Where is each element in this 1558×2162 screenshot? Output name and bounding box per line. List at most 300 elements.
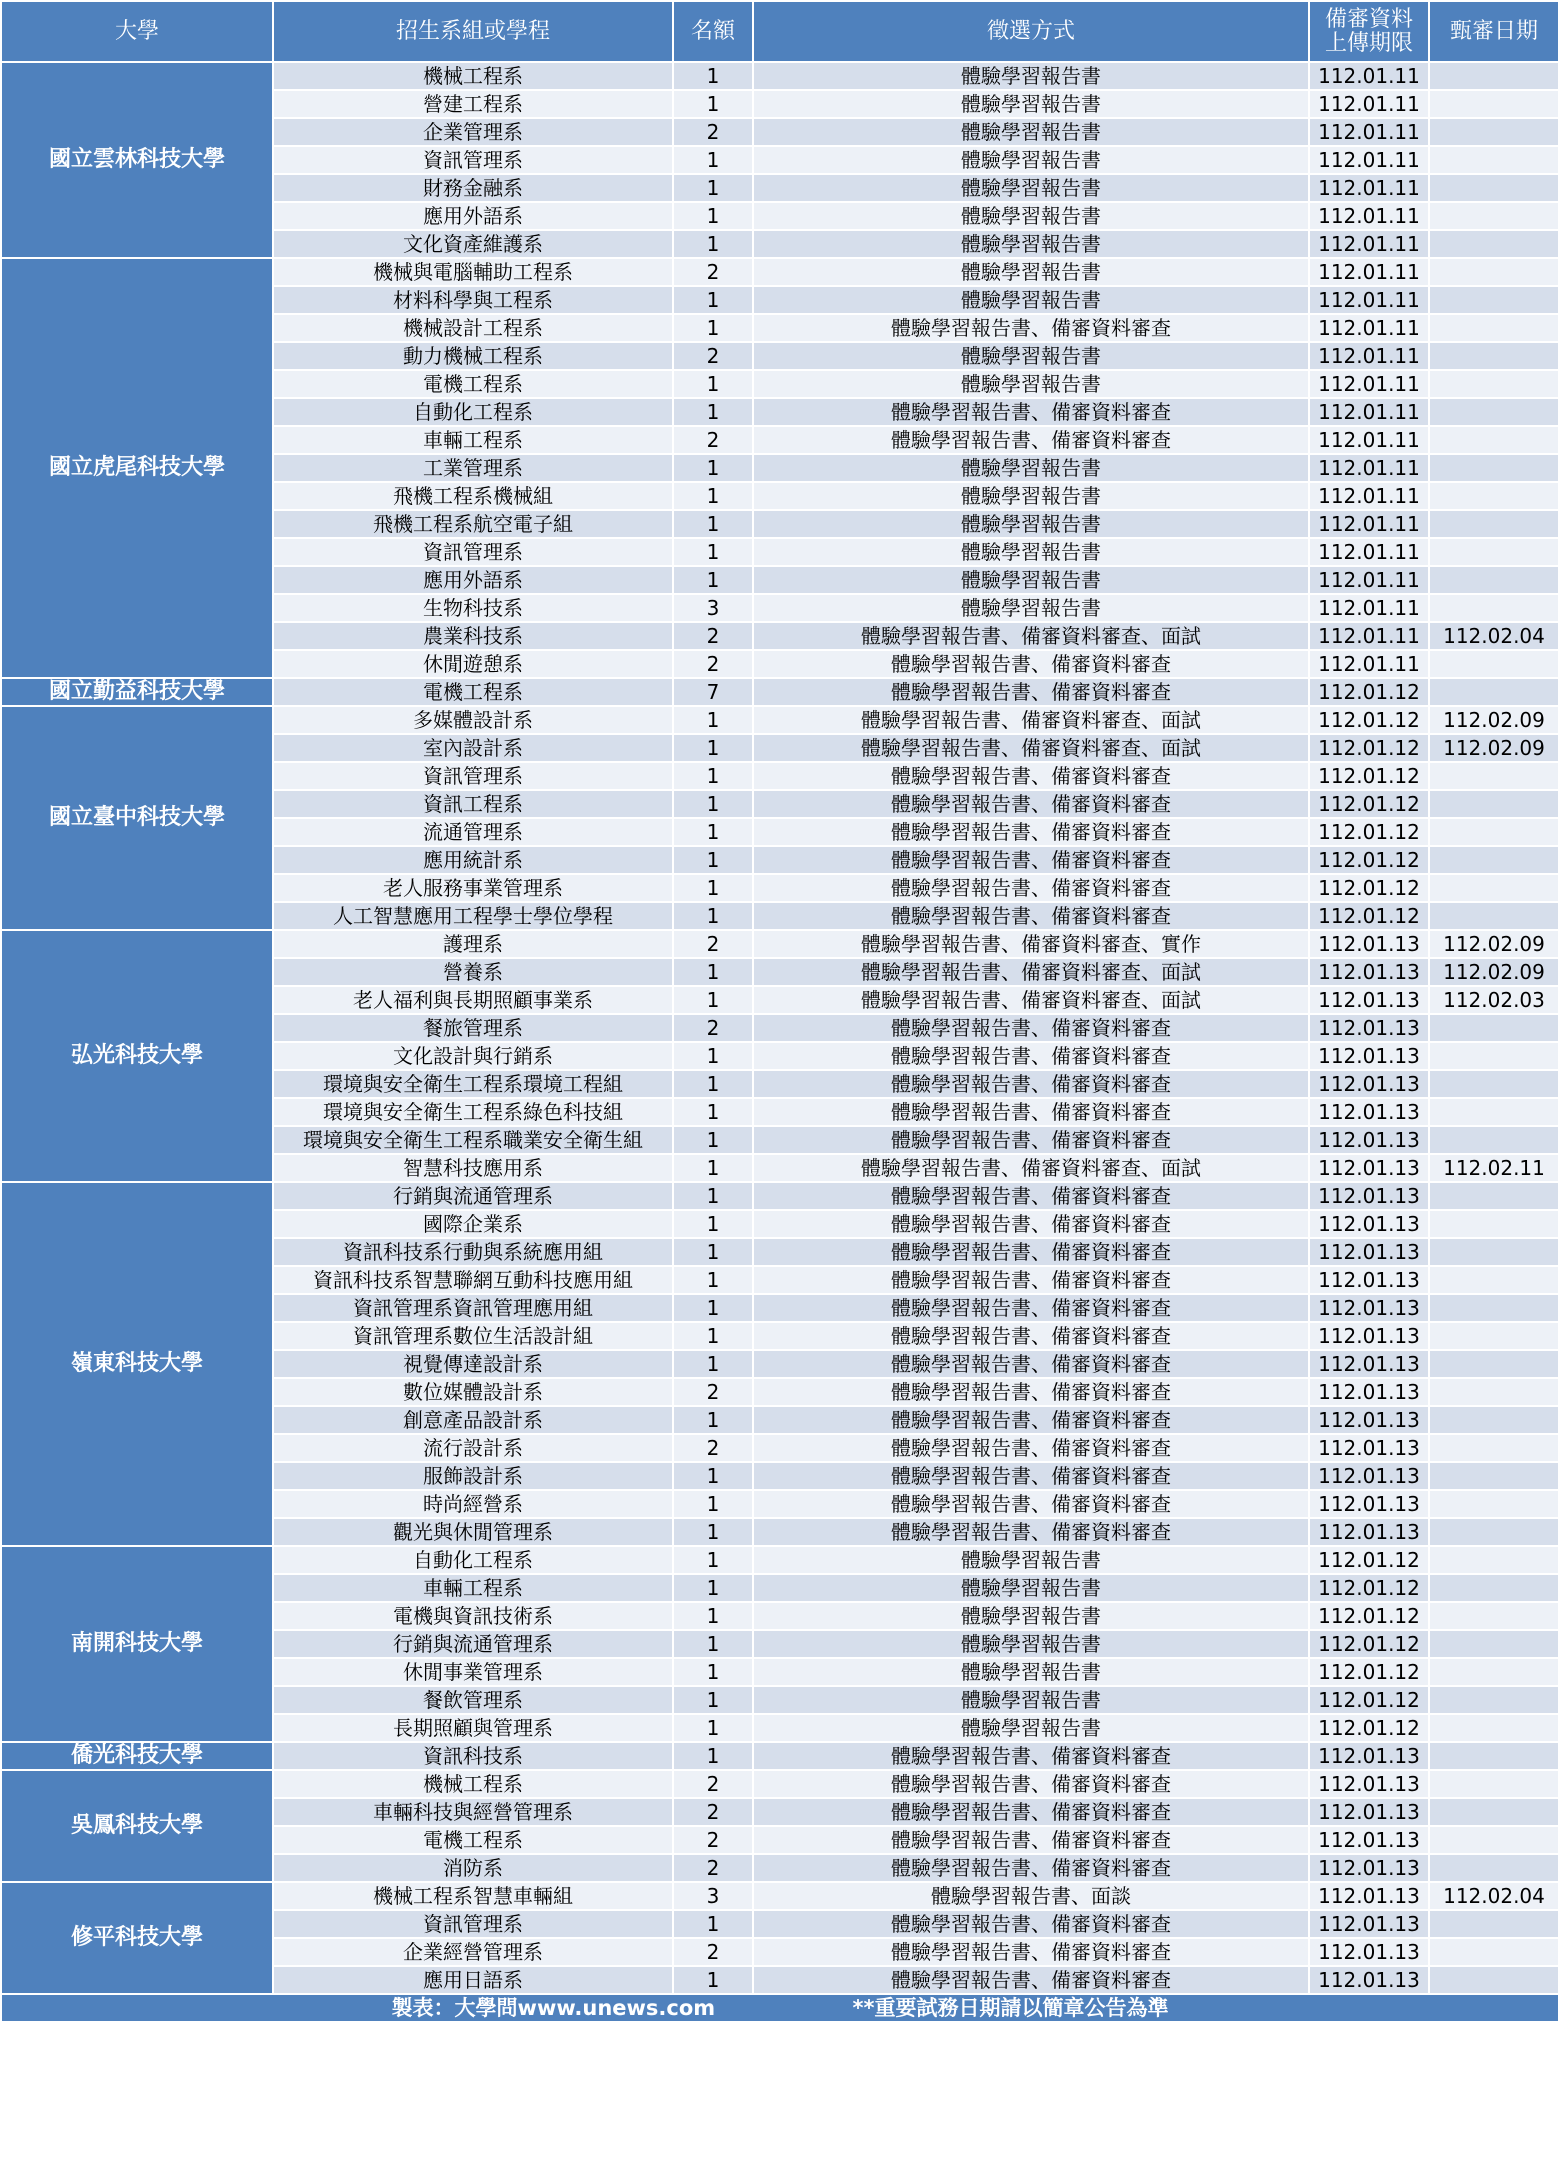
- interview-date-cell: [1429, 314, 1558, 342]
- quota-cell: 3: [673, 594, 753, 622]
- interview-date-cell: [1429, 678, 1558, 706]
- method-cell: 體驗學習報告書: [753, 510, 1309, 538]
- department-cell: 長期照顧與管理系: [273, 1714, 673, 1742]
- department-cell: 行銷與流通管理系: [273, 1630, 673, 1658]
- quota-cell: 1: [673, 1154, 753, 1182]
- method-cell: 體驗學習報告書: [753, 62, 1309, 90]
- interview-date-cell: [1429, 230, 1558, 258]
- deadline-cell: 112.01.13: [1309, 958, 1429, 986]
- quota-cell: 2: [673, 650, 753, 678]
- department-cell: 視覺傳達設計系: [273, 1350, 673, 1378]
- interview-date-cell: [1429, 1518, 1558, 1546]
- deadline-cell: 112.01.12: [1309, 790, 1429, 818]
- method-cell: 體驗學習報告書、備審資料審查: [753, 902, 1309, 930]
- deadline-cell: 112.01.13: [1309, 1014, 1429, 1042]
- method-cell: 體驗學習報告書: [753, 90, 1309, 118]
- method-cell: 體驗學習報告書、備審資料審查: [753, 1742, 1309, 1770]
- method-cell: 體驗學習報告書、備審資料審查: [753, 1098, 1309, 1126]
- quota-cell: 1: [673, 1966, 753, 1994]
- quota-cell: 2: [673, 1938, 753, 1966]
- deadline-cell: 112.01.13: [1309, 1322, 1429, 1350]
- deadline-cell: 112.01.13: [1309, 1462, 1429, 1490]
- department-cell: 環境與安全衛生工程系環境工程組: [273, 1070, 673, 1098]
- department-cell: 應用外語系: [273, 566, 673, 594]
- department-cell: 機械工程系智慧車輛組: [273, 1882, 673, 1910]
- interview-date-cell: [1429, 1294, 1558, 1322]
- department-cell: 資訊科技系智慧聯網互動科技應用組: [273, 1266, 673, 1294]
- department-cell: 營建工程系: [273, 90, 673, 118]
- interview-date-cell: [1429, 1686, 1558, 1714]
- method-cell: 體驗學習報告書、備審資料審查: [753, 1434, 1309, 1462]
- department-cell: 時尚經營系: [273, 1490, 673, 1518]
- deadline-cell: 112.01.11: [1309, 426, 1429, 454]
- department-cell: 觀光與休閒管理系: [273, 1518, 673, 1546]
- department-cell: 流通管理系: [273, 818, 673, 846]
- department-cell: 機械設計工程系: [273, 314, 673, 342]
- footer-row: [1, 1994, 1558, 2022]
- interview-date-cell: [1429, 1938, 1558, 1966]
- deadline-cell: 112.01.12: [1309, 1546, 1429, 1574]
- interview-date-cell: [1429, 342, 1558, 370]
- quota-cell: 1: [673, 370, 753, 398]
- method-cell: 體驗學習報告書、備審資料審查: [753, 1938, 1309, 1966]
- university-cell: 國立虎尾科技大學: [1, 258, 273, 678]
- quota-cell: 1: [673, 538, 753, 566]
- deadline-cell: 112.01.12: [1309, 846, 1429, 874]
- interview-date-cell: [1429, 1322, 1558, 1350]
- deadline-cell: 112.01.12: [1309, 734, 1429, 762]
- interview-date-cell: [1429, 258, 1558, 286]
- method-cell: 體驗學習報告書、備審資料審查: [753, 1910, 1309, 1938]
- deadline-cell: 112.01.11: [1309, 566, 1429, 594]
- deadline-cell: 112.01.12: [1309, 818, 1429, 846]
- footer-cell: [1, 1994, 1558, 2022]
- interview-date-cell: [1429, 1546, 1558, 1574]
- department-cell: 行銷與流通管理系: [273, 1182, 673, 1210]
- department-cell: 創意產品設計系: [273, 1406, 673, 1434]
- deadline-cell: 112.01.13: [1309, 1518, 1429, 1546]
- deadline-cell: 112.01.13: [1309, 1126, 1429, 1154]
- university-cell: 南開科技大學: [1, 1546, 273, 1742]
- deadline-cell: 112.01.11: [1309, 482, 1429, 510]
- department-cell: 農業科技系: [273, 622, 673, 650]
- interview-date-cell: [1429, 846, 1558, 874]
- method-cell: 體驗學習報告書、備審資料審查: [753, 818, 1309, 846]
- method-cell: 體驗學習報告書: [753, 286, 1309, 314]
- quota-cell: 1: [673, 902, 753, 930]
- method-cell: 體驗學習報告書、備審資料審查: [753, 846, 1309, 874]
- deadline-cell: 112.01.12: [1309, 1602, 1429, 1630]
- table-row: [1, 258, 1558, 286]
- quota-cell: 1: [673, 1294, 753, 1322]
- department-cell: 消防系: [273, 1854, 673, 1882]
- quota-cell: 1: [673, 734, 753, 762]
- method-cell: 體驗學習報告書、備審資料審查: [753, 1070, 1309, 1098]
- interview-date-cell: [1429, 1210, 1558, 1238]
- method-cell: 體驗學習報告書、備審資料審查: [753, 874, 1309, 902]
- deadline-cell: 112.01.12: [1309, 762, 1429, 790]
- quota-cell: 2: [673, 342, 753, 370]
- department-cell: 應用外語系: [273, 202, 673, 230]
- method-cell: 體驗學習報告書、備審資料審查: [753, 1490, 1309, 1518]
- table-row: [1, 1770, 1558, 1798]
- quota-cell: 1: [673, 874, 753, 902]
- quota-cell: 1: [673, 1350, 753, 1378]
- header-method: 徵選方式: [753, 1, 1309, 62]
- department-cell: 服飾設計系: [273, 1462, 673, 1490]
- interview-date-cell: [1429, 1798, 1558, 1826]
- interview-date-cell: [1429, 398, 1558, 426]
- quota-cell: 1: [673, 230, 753, 258]
- deadline-cell: 112.01.11: [1309, 510, 1429, 538]
- department-cell: 機械工程系: [273, 62, 673, 90]
- university-cell: 國立勤益科技大學: [1, 678, 273, 706]
- method-cell: 體驗學習報告書、備審資料審查: [753, 678, 1309, 706]
- interview-date-cell: [1429, 1014, 1558, 1042]
- quota-cell: 1: [673, 202, 753, 230]
- deadline-cell: 112.01.13: [1309, 1098, 1429, 1126]
- quota-cell: 1: [673, 1126, 753, 1154]
- method-cell: 體驗學習報告書: [753, 202, 1309, 230]
- table-row: [1, 930, 1558, 958]
- deadline-cell: 112.01.13: [1309, 1266, 1429, 1294]
- interview-date-cell: [1429, 1630, 1558, 1658]
- interview-date-cell: [1429, 90, 1558, 118]
- method-cell: 體驗學習報告書、備審資料審查、面試: [753, 986, 1309, 1014]
- deadline-cell: 112.01.12: [1309, 874, 1429, 902]
- table-row: [1, 1546, 1558, 1574]
- method-cell: 體驗學習報告書、備審資料審查: [753, 762, 1309, 790]
- deadline-cell: 112.01.13: [1309, 1434, 1429, 1462]
- department-cell: 資訊工程系: [273, 790, 673, 818]
- department-cell: 車輛工程系: [273, 426, 673, 454]
- interview-date-cell: [1429, 1574, 1558, 1602]
- method-cell: 體驗學習報告書、備審資料審查、面試: [753, 1154, 1309, 1182]
- quota-cell: 1: [673, 1070, 753, 1098]
- interview-date-cell: [1429, 874, 1558, 902]
- deadline-cell: 112.01.12: [1309, 902, 1429, 930]
- interview-date-cell: [1429, 762, 1558, 790]
- department-cell: 機械與電腦輔助工程系: [273, 258, 673, 286]
- interview-date-cell: [1429, 454, 1558, 482]
- table-body: [1, 62, 1558, 1994]
- deadline-cell: 112.01.11: [1309, 174, 1429, 202]
- quota-cell: 1: [673, 706, 753, 734]
- method-cell: 體驗學習報告書、備審資料審查: [753, 1238, 1309, 1266]
- interview-date-cell: [1429, 1490, 1558, 1518]
- department-cell: 自動化工程系: [273, 398, 673, 426]
- department-cell: 營養系: [273, 958, 673, 986]
- department-cell: 生物科技系: [273, 594, 673, 622]
- interview-date-cell: [1429, 426, 1558, 454]
- department-cell: 智慧科技應用系: [273, 1154, 673, 1182]
- department-cell: 流行設計系: [273, 1434, 673, 1462]
- interview-date-cell: 112.02.03: [1429, 986, 1558, 1014]
- interview-date-cell: [1429, 594, 1558, 622]
- quota-cell: 1: [673, 90, 753, 118]
- quota-cell: 1: [673, 1210, 753, 1238]
- department-cell: 國際企業系: [273, 1210, 673, 1238]
- method-cell: 體驗學習報告書: [753, 1630, 1309, 1658]
- quota-cell: 1: [673, 1602, 753, 1630]
- department-cell: 工業管理系: [273, 454, 673, 482]
- table-row: [1, 1742, 1558, 1770]
- interview-date-cell: [1429, 1042, 1558, 1070]
- deadline-cell: 112.01.11: [1309, 370, 1429, 398]
- method-cell: 體驗學習報告書、備審資料審查、面試: [753, 706, 1309, 734]
- method-cell: 體驗學習報告書、備審資料審查: [753, 1182, 1309, 1210]
- deadline-cell: 112.01.11: [1309, 314, 1429, 342]
- method-cell: 體驗學習報告書: [753, 174, 1309, 202]
- method-cell: 體驗學習報告書: [753, 146, 1309, 174]
- method-cell: 體驗學習報告書: [753, 538, 1309, 566]
- header-deadline-line1: 備審資料: [1324, 6, 1413, 32]
- quota-cell: 1: [673, 286, 753, 314]
- quota-cell: 1: [673, 314, 753, 342]
- method-cell: 體驗學習報告書: [753, 454, 1309, 482]
- deadline-cell: 112.01.13: [1309, 1350, 1429, 1378]
- deadline-cell: 112.01.13: [1309, 1210, 1429, 1238]
- department-cell: 電機工程系: [273, 370, 673, 398]
- deadline-cell: 112.01.11: [1309, 90, 1429, 118]
- interview-date-cell: [1429, 62, 1558, 90]
- header-university: 大學: [1, 1, 273, 62]
- method-cell: 體驗學習報告書、備審資料審查: [753, 1350, 1309, 1378]
- method-cell: 體驗學習報告書、備審資料審查: [753, 1462, 1309, 1490]
- method-cell: 體驗學習報告書、備審資料審查: [753, 314, 1309, 342]
- university-cell: 吳鳳科技大學: [1, 1770, 273, 1882]
- deadline-cell: 112.01.13: [1309, 1406, 1429, 1434]
- department-cell: 自動化工程系: [273, 1546, 673, 1574]
- interview-date-cell: 112.02.09: [1429, 734, 1558, 762]
- interview-date-cell: [1429, 118, 1558, 146]
- deadline-cell: 112.01.11: [1309, 118, 1429, 146]
- department-cell: 企業經營管理系: [273, 1938, 673, 1966]
- department-cell: 老人福利與長期照顧事業系: [273, 986, 673, 1014]
- method-cell: 體驗學習報告書: [753, 1574, 1309, 1602]
- deadline-cell: 112.01.11: [1309, 398, 1429, 426]
- department-cell: 資訊管理系資訊管理應用組: [273, 1294, 673, 1322]
- interview-date-cell: [1429, 1434, 1558, 1462]
- method-cell: 體驗學習報告書、面談: [753, 1882, 1309, 1910]
- department-cell: 電機與資訊技術系: [273, 1602, 673, 1630]
- deadline-cell: 112.01.12: [1309, 678, 1429, 706]
- quota-cell: 2: [673, 622, 753, 650]
- table-row: [1, 1882, 1558, 1910]
- deadline-cell: 112.01.12: [1309, 1574, 1429, 1602]
- deadline-cell: 112.01.13: [1309, 1770, 1429, 1798]
- deadline-cell: 112.01.11: [1309, 538, 1429, 566]
- quota-cell: 1: [673, 790, 753, 818]
- quota-cell: 2: [673, 258, 753, 286]
- deadline-cell: 112.01.13: [1309, 1238, 1429, 1266]
- university-cell: 國立雲林科技大學: [1, 62, 273, 258]
- method-cell: 體驗學習報告書: [753, 370, 1309, 398]
- interview-date-cell: 112.02.04: [1429, 622, 1558, 650]
- department-cell: 材料科學與工程系: [273, 286, 673, 314]
- method-cell: 體驗學習報告書、備審資料審查: [753, 1126, 1309, 1154]
- table-row: [1, 678, 1558, 706]
- header-deadline-line2: 上傳期限: [1324, 30, 1413, 56]
- deadline-cell: 112.01.13: [1309, 1854, 1429, 1882]
- quota-cell: 1: [673, 1910, 753, 1938]
- quota-cell: 2: [673, 1798, 753, 1826]
- header-deadline: [1309, 1, 1429, 62]
- method-cell: 體驗學習報告書、備審資料審查: [753, 426, 1309, 454]
- method-cell: 體驗學習報告書、備審資料審查: [753, 1770, 1309, 1798]
- interview-date-cell: 112.02.09: [1429, 706, 1558, 734]
- quota-cell: 2: [673, 118, 753, 146]
- quota-cell: 1: [673, 1182, 753, 1210]
- quota-cell: 2: [673, 930, 753, 958]
- quota-cell: 1: [673, 1574, 753, 1602]
- method-cell: 體驗學習報告書、備審資料審查、面試: [753, 622, 1309, 650]
- deadline-cell: 112.01.11: [1309, 286, 1429, 314]
- table-row: [1, 1182, 1558, 1210]
- deadline-cell: 112.01.13: [1309, 986, 1429, 1014]
- department-cell: 車輛科技與經營管理系: [273, 1798, 673, 1826]
- department-cell: 車輛工程系: [273, 1574, 673, 1602]
- deadline-cell: 112.01.13: [1309, 1490, 1429, 1518]
- deadline-cell: 112.01.13: [1309, 1042, 1429, 1070]
- method-cell: 體驗學習報告書、備審資料審查: [753, 1518, 1309, 1546]
- deadline-cell: 112.01.13: [1309, 1938, 1429, 1966]
- deadline-cell: 112.01.11: [1309, 622, 1429, 650]
- interview-date-cell: [1429, 1182, 1558, 1210]
- quota-cell: 1: [673, 986, 753, 1014]
- method-cell: 體驗學習報告書: [753, 258, 1309, 286]
- footer-credit: 製表：大學問www.unews.com: [391, 1996, 716, 2020]
- quota-cell: 1: [673, 1742, 753, 1770]
- department-cell: 應用統計系: [273, 846, 673, 874]
- quota-cell: 1: [673, 398, 753, 426]
- interview-date-cell: [1429, 510, 1558, 538]
- department-cell: 資訊管理系: [273, 762, 673, 790]
- department-cell: 財務金融系: [273, 174, 673, 202]
- department-cell: 環境與安全衛生工程系職業安全衛生組: [273, 1126, 673, 1154]
- interview-date-cell: [1429, 202, 1558, 230]
- quota-cell: 1: [673, 482, 753, 510]
- deadline-cell: 112.01.11: [1309, 594, 1429, 622]
- deadline-cell: 112.01.13: [1309, 1378, 1429, 1406]
- quota-cell: 2: [673, 1378, 753, 1406]
- quota-cell: 1: [673, 1406, 753, 1434]
- footer-note: **重要試務日期請以簡章公告為準: [852, 1996, 1169, 2020]
- department-cell: 機械工程系: [273, 1770, 673, 1798]
- method-cell: 體驗學習報告書: [753, 1546, 1309, 1574]
- interview-date-cell: [1429, 1966, 1558, 1994]
- method-cell: 體驗學習報告書、備審資料審查: [753, 1406, 1309, 1434]
- interview-date-cell: [1429, 1714, 1558, 1742]
- interview-date-cell: [1429, 174, 1558, 202]
- interview-date-cell: [1429, 650, 1558, 678]
- quota-cell: 1: [673, 454, 753, 482]
- interview-date-cell: [1429, 902, 1558, 930]
- interview-date-cell: [1429, 1070, 1558, 1098]
- method-cell: 體驗學習報告書: [753, 482, 1309, 510]
- interview-date-cell: [1429, 1602, 1558, 1630]
- department-cell: 多媒體設計系: [273, 706, 673, 734]
- department-cell: 文化設計與行銷系: [273, 1042, 673, 1070]
- interview-date-cell: [1429, 1770, 1558, 1798]
- quota-cell: 1: [673, 1546, 753, 1574]
- quota-cell: 2: [673, 1770, 753, 1798]
- interview-date-cell: [1429, 1378, 1558, 1406]
- method-cell: 體驗學習報告書: [753, 594, 1309, 622]
- university-cell: 國立臺中科技大學: [1, 706, 273, 930]
- interview-date-cell: [1429, 146, 1558, 174]
- method-cell: 體驗學習報告書、備審資料審查: [753, 650, 1309, 678]
- method-cell: 體驗學習報告書: [753, 1658, 1309, 1686]
- interview-date-cell: 112.02.09: [1429, 930, 1558, 958]
- department-cell: 動力機械工程系: [273, 342, 673, 370]
- interview-date-cell: [1429, 790, 1558, 818]
- deadline-cell: 112.01.12: [1309, 1630, 1429, 1658]
- method-cell: 體驗學習報告書: [753, 230, 1309, 258]
- interview-date-cell: [1429, 1826, 1558, 1854]
- method-cell: 體驗學習報告書、備審資料審查: [753, 790, 1309, 818]
- quota-cell: 1: [673, 1462, 753, 1490]
- interview-date-cell: [1429, 1238, 1558, 1266]
- deadline-cell: 112.01.13: [1309, 1966, 1429, 1994]
- header-quota: 名額: [673, 1, 753, 62]
- quota-cell: 1: [673, 1630, 753, 1658]
- department-cell: 應用日語系: [273, 1966, 673, 1994]
- quota-cell: 1: [673, 818, 753, 846]
- deadline-cell: 112.01.12: [1309, 1686, 1429, 1714]
- department-cell: 資訊科技系行動與系統應用組: [273, 1238, 673, 1266]
- department-cell: 護理系: [273, 930, 673, 958]
- interview-date-cell: [1429, 1406, 1558, 1434]
- interview-date-cell: [1429, 538, 1558, 566]
- department-cell: 飛機工程系航空電子組: [273, 510, 673, 538]
- interview-date-cell: [1429, 1854, 1558, 1882]
- deadline-cell: 112.01.12: [1309, 1714, 1429, 1742]
- university-cell: 弘光科技大學: [1, 930, 273, 1182]
- interview-date-cell: [1429, 1266, 1558, 1294]
- university-cell: 嶺東科技大學: [1, 1182, 273, 1546]
- quota-cell: 2: [673, 1434, 753, 1462]
- deadline-cell: 112.01.11: [1309, 342, 1429, 370]
- interview-date-cell: 112.02.04: [1429, 1882, 1558, 1910]
- deadline-cell: 112.01.12: [1309, 706, 1429, 734]
- interview-date-cell: [1429, 286, 1558, 314]
- method-cell: 體驗學習報告書、備審資料審查: [753, 398, 1309, 426]
- department-cell: 電機工程系: [273, 678, 673, 706]
- deadline-cell: 112.01.13: [1309, 1798, 1429, 1826]
- method-cell: 體驗學習報告書、備審資料審查: [753, 1266, 1309, 1294]
- method-cell: 體驗學習報告書、備審資料審查: [753, 1826, 1309, 1854]
- quota-cell: 1: [673, 1490, 753, 1518]
- quota-cell: 1: [673, 1042, 753, 1070]
- method-cell: 體驗學習報告書、備審資料審查: [753, 1966, 1309, 1994]
- quota-cell: 2: [673, 1014, 753, 1042]
- quota-cell: 1: [673, 1714, 753, 1742]
- quota-cell: 1: [673, 1518, 753, 1546]
- method-cell: 體驗學習報告書、備審資料審查: [753, 1798, 1309, 1826]
- deadline-cell: 112.01.11: [1309, 146, 1429, 174]
- deadline-cell: 112.01.13: [1309, 1826, 1429, 1854]
- table-row: [1, 62, 1558, 90]
- deadline-cell: 112.01.11: [1309, 230, 1429, 258]
- department-cell: 人工智慧應用工程學士學位學程: [273, 902, 673, 930]
- deadline-cell: 112.01.11: [1309, 650, 1429, 678]
- department-cell: 環境與安全衛生工程系綠色科技組: [273, 1098, 673, 1126]
- quota-cell: 1: [673, 62, 753, 90]
- department-cell: 電機工程系: [273, 1826, 673, 1854]
- department-cell: 休閒事業管理系: [273, 1658, 673, 1686]
- quota-cell: 1: [673, 1658, 753, 1686]
